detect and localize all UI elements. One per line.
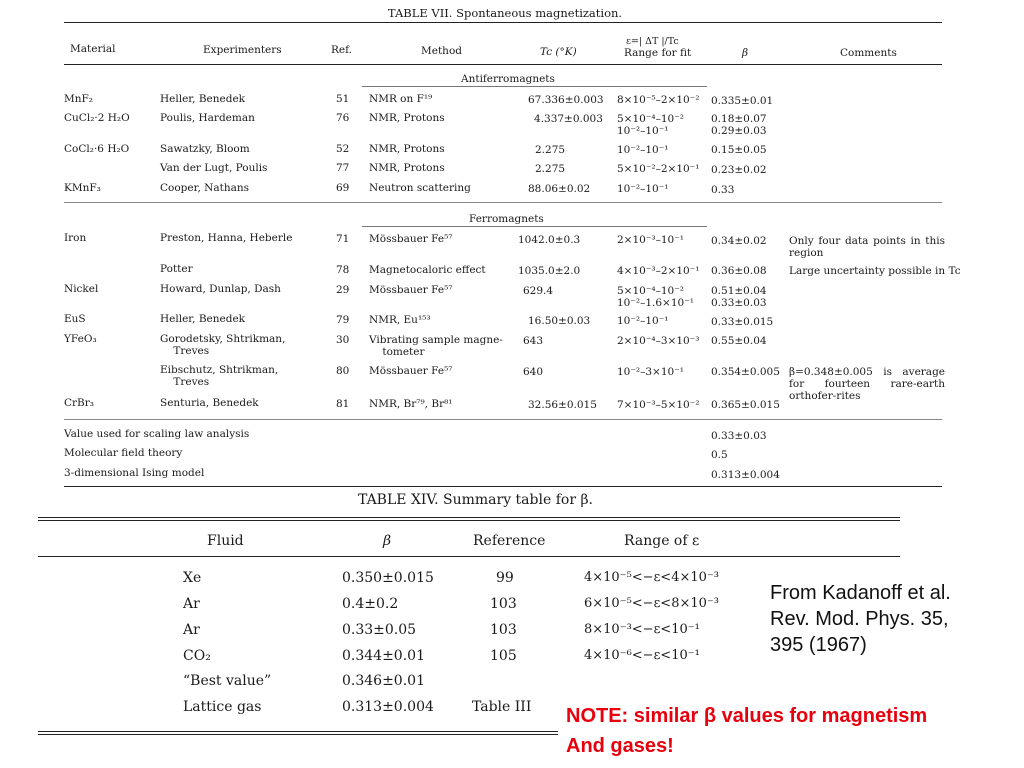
- note-line1: NOTE: similar β values for magnetism: [566, 705, 928, 727]
- hdr-eps-line1: ε=| ΔT |/Tc: [626, 36, 679, 47]
- t7-row8-range: 10⁻²–10⁻¹: [617, 315, 669, 327]
- hdr-ref: Ref.: [331, 44, 352, 56]
- t7-row7-tc: 629.4: [523, 285, 554, 297]
- t7-row5-comment: Only four data points in this region: [789, 235, 945, 259]
- t7-row9-ref: 30: [336, 334, 350, 346]
- t7-row3-exp: Van der Lugt, Poulis: [160, 162, 268, 174]
- t7-row7-range: 5×10⁻⁴–10⁻² 10⁻²–1.6×10⁻¹: [617, 285, 694, 309]
- t7-row4-material: KMnF₃: [64, 182, 101, 194]
- t14-row0-range: 4×10⁻⁵<−ε<4×10⁻³: [584, 570, 719, 585]
- t7-row8-material: EuS: [64, 313, 86, 325]
- t7-row7-method: Mössbauer Fe⁵⁷: [369, 284, 453, 296]
- t7-row11-method: NMR, Br⁷⁹, Br⁸¹: [369, 398, 453, 410]
- t7-row7-ref: 29: [336, 284, 350, 296]
- t7-row5-material: Iron: [64, 232, 87, 244]
- t7-summary0-beta: 0.33±0.03: [711, 430, 767, 442]
- t7-row10-beta: 0.354±0.005: [711, 366, 780, 378]
- t7-row9-material: YFeO₃: [64, 333, 97, 345]
- t7-row8-beta: 0.33±0.015: [711, 316, 774, 328]
- hdr-beta: β: [742, 47, 749, 59]
- t7-row10-comment: β=0.348±0.005 is average for fourteen rare-earth orthofer-rites: [789, 366, 945, 402]
- table7-caption: TABLE VII. Spontaneous magnetization.: [387, 6, 623, 20]
- t7-row5-method: Mössbauer Fe⁵⁷: [369, 233, 453, 245]
- t7-summary0-label: Value used for scaling law analysis: [64, 428, 250, 440]
- t7-row0-beta: 0.335±0.01: [711, 95, 774, 107]
- t7-row8-tc: 16.50±0.03: [528, 315, 591, 327]
- t7-row3-method: NMR, Protons: [369, 162, 445, 174]
- t7-row2-tc: 2.275: [535, 144, 566, 156]
- t7-row1-exp: Poulis, Hardeman: [160, 112, 255, 124]
- t7-row0-range: 8×10⁻⁵–2×10⁻²: [617, 94, 700, 106]
- t14-row2-range: 8×10⁻³<−ε<10⁻¹: [584, 622, 700, 637]
- t7-row2-ref: 52: [336, 143, 350, 155]
- t14-row1-beta: 0.4±0.2: [342, 596, 399, 612]
- t14-row5-fluid: Lattice gas: [183, 699, 262, 715]
- t14-row3-fluid: CO₂: [183, 648, 211, 664]
- t7-row4-range: 10⁻²–10⁻¹: [617, 183, 669, 195]
- t7-row3-ref: 77: [336, 162, 350, 174]
- t14-row0-ref: 99: [496, 570, 514, 586]
- t7-row4-beta: 0.33: [711, 184, 735, 196]
- t14-row4-beta: 0.346±0.01: [342, 673, 425, 689]
- hdr-material: Material: [70, 43, 116, 55]
- t7-row6-ref: 78: [336, 264, 350, 276]
- t7-row9-range: 2×10⁻⁴–3×10⁻³: [617, 335, 700, 347]
- t14-hdr-fluid: Fluid: [207, 533, 244, 549]
- t14-row3-beta: 0.344±0.01: [342, 648, 425, 664]
- t14-row3-ref: 105: [490, 648, 517, 664]
- t7-row10-ref: 80: [336, 365, 350, 377]
- t7-row2-exp: Sawatzky, Bloom: [160, 143, 250, 155]
- t7-row11-ref: 81: [336, 398, 350, 410]
- t7-summary1-beta: 0.5: [711, 449, 728, 461]
- t7-row1-ref: 76: [336, 112, 350, 124]
- t7-row1-material: CuCl₂·2 H₂O: [64, 112, 130, 124]
- t7-row6-beta: 0.36±0.08: [711, 265, 767, 277]
- t14-row2-fluid: Ar: [183, 622, 200, 638]
- hdr-eps-line2: Range for fit: [624, 47, 692, 59]
- t7-row10-exp: Eibschutz, Shtrikman, Treves: [160, 364, 279, 388]
- t7-row1-range: 5×10⁻⁴–10⁻² 10⁻²–10⁻¹: [617, 113, 684, 137]
- table14-bottom-rule: [38, 731, 558, 735]
- t7-row4-method: Neutron scattering: [369, 182, 471, 194]
- t7-row0-ref: 51: [336, 93, 350, 105]
- t7-row11-range: 7×10⁻³–5×10⁻²: [617, 399, 700, 411]
- t7-row0-material: MnF₂: [64, 93, 94, 105]
- t14-hdr-range: Range of ε: [624, 533, 700, 549]
- t7-row6-exp: Potter: [160, 263, 193, 275]
- t7-summary2-label: 3-dimensional Ising model: [64, 467, 205, 479]
- t7-row6-comment: Large uncertainty possible in Tc: [789, 265, 961, 277]
- t7-row9-beta: 0.55±0.04: [711, 335, 767, 347]
- t14-row4-fluid: “Best value”: [183, 673, 272, 689]
- t7-row11-exp: Senturia, Benedek: [160, 397, 259, 409]
- section-ferromagnets: Ferromagnets: [469, 213, 544, 225]
- t7-row5-exp: Preston, Hanna, Heberle: [160, 232, 293, 244]
- table14-caption: TABLE XIV. Summary table for β.: [358, 492, 593, 508]
- t14-row1-ref: 103: [490, 596, 517, 612]
- t7-row11-beta: 0.365±0.015: [711, 399, 780, 411]
- t7-row11-material: CrBr₃: [64, 397, 94, 409]
- t7-row0-tc: 67.336±0.003: [528, 94, 604, 106]
- t7-row7-exp: Howard, Dunlap, Dash: [160, 283, 281, 295]
- t7-row5-beta: 0.34±0.02: [711, 235, 767, 247]
- citation-text: From Kadanoff et al. Rev. Mod. Phys. 35, 395 (1967): [770, 582, 951, 656]
- t7-row8-ref: 79: [336, 314, 350, 326]
- t7-row6-tc: 1035.0±2.0: [518, 265, 581, 277]
- t7-row6-range: 4×10⁻³–2×10⁻¹: [617, 265, 700, 277]
- t7-row9-method: Vibrating sample magne- tometer: [369, 334, 503, 358]
- t7-row8-exp: Heller, Benedek: [160, 313, 246, 325]
- hdr-tc: Tc (°K): [540, 46, 577, 58]
- note-line2: And gases!: [566, 735, 674, 757]
- t7-row9-tc: 643: [523, 335, 544, 347]
- table14-header-rule: [38, 556, 900, 557]
- t14-row2-ref: 103: [490, 622, 517, 638]
- t7-row10-method: Mössbauer Fe⁵⁷: [369, 365, 453, 377]
- t7-row7-beta: 0.51±0.04 0.33±0.03: [711, 285, 767, 309]
- t7-row3-tc: 2.275: [535, 163, 566, 175]
- hdr-method: Method: [421, 45, 462, 57]
- t7-row7-material: Nickel: [64, 283, 99, 295]
- t7-row1-method: NMR, Protons: [369, 112, 445, 124]
- t7-row4-ref: 69: [336, 182, 350, 194]
- t7-row3-beta: 0.23±0.02: [711, 164, 767, 176]
- t7-row11-tc: 32.56±0.015: [528, 399, 597, 411]
- t7-row5-tc: 1042.0±0.3: [518, 234, 581, 246]
- t7-summary2-beta: 0.313±0.004: [711, 469, 780, 481]
- t7-row6-method: Magnetocaloric effect: [369, 264, 486, 276]
- t7-row0-exp: Heller, Benedek: [160, 93, 246, 105]
- t7-row3-range: 5×10⁻²–2×10⁻¹: [617, 163, 700, 175]
- t14-row1-range: 6×10⁻⁵<−ε<8×10⁻³: [584, 596, 719, 611]
- t7-row0-method: NMR on F¹⁹: [369, 93, 433, 105]
- t14-row3-range: 4×10⁻⁶<−ε<10⁻¹: [584, 648, 700, 663]
- t7-row5-ref: 71: [336, 233, 350, 245]
- t14-row1-fluid: Ar: [183, 596, 200, 612]
- t14-row5-ref: Table III: [472, 699, 532, 715]
- section-antiferromagnets: Antiferromagnets: [461, 73, 555, 85]
- t14-hdr-reference: Reference: [473, 533, 546, 549]
- hdr-comments: Comments: [840, 47, 897, 59]
- t7-row2-beta: 0.15±0.05: [711, 144, 767, 156]
- t7-row2-method: NMR, Protons: [369, 143, 445, 155]
- t14-row0-beta: 0.350±0.015: [342, 570, 434, 586]
- t7-row8-method: NMR, Eu¹⁵³: [369, 314, 431, 326]
- t14-row0-fluid: Xe: [183, 570, 202, 586]
- t7-row2-material: CoCl₂·6 H₂O: [64, 143, 130, 155]
- t7-row1-beta: 0.18±0.07 0.29±0.03: [711, 113, 767, 137]
- t7-row4-exp: Cooper, Nathans: [160, 182, 249, 194]
- t7-row10-range: 10⁻²–3×10⁻¹: [617, 366, 684, 378]
- t7-row2-range: 10⁻²–10⁻¹: [617, 144, 669, 156]
- t7-row9-exp: Gorodetsky, Shtrikman, Treves: [160, 333, 286, 357]
- t7-row10-tc: 640: [523, 366, 544, 378]
- t7-row1-tc: 4.337±0.003: [534, 113, 603, 125]
- t14-hdr-beta: β: [383, 533, 392, 549]
- t7-row4-tc: 88.06±0.02: [528, 183, 591, 195]
- t7-summary1-label: Molecular field theory: [64, 447, 183, 459]
- t14-row5-beta: 0.313±0.004: [342, 699, 434, 715]
- t14-row2-beta: 0.33±0.05: [342, 622, 417, 638]
- hdr-experimenters: Experimenters: [203, 44, 282, 56]
- t7-row5-range: 2×10⁻³–10⁻¹: [617, 234, 684, 246]
